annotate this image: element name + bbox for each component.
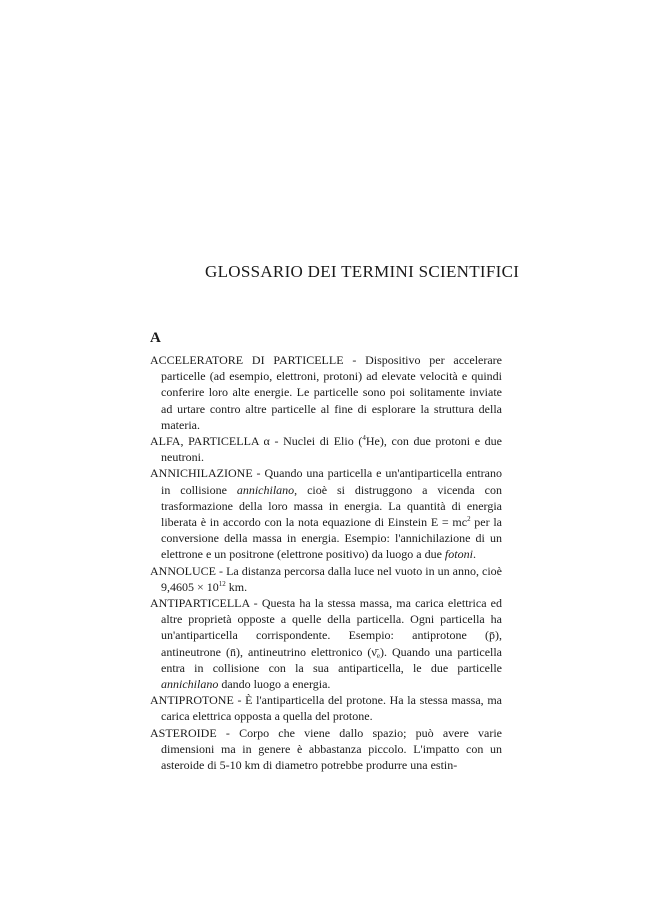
entry-separator: - [216, 725, 240, 740]
entry-definition: , cioè si distruggono a vicenda con trasformazione della loro massa in energia. La quantità di energia liberata è in accordo con la nota equazione di Einstein E = mc [161, 482, 502, 530]
entry-definition: È l'antiparticella del protone. Ha la stessa massa, ma carica elettrica opposta a quella del protone. [161, 693, 502, 724]
entry-term: ASTEROIDE [150, 725, 217, 740]
entry-definition: La distanza percorsa dalla luce nel vuoto in un anno, cioè 9,4605 × 10 [161, 563, 503, 594]
entry-term: ALFA, PARTICELLA α [150, 434, 270, 449]
entry-definition: Questa ha la stessa massa, ma carica elettrica ed altre proprietà opposte a quelle della particella. Ogni particella ha un'antiparticella corrispondente. Esempio: antiprotone (p̄), antineutrone (n̄), antineutrino elettronico (ν̄ [161, 596, 503, 659]
glossary-entry [150, 352, 502, 433]
section-letter: A [150, 330, 161, 346]
entry-term: ACCELERATORE DI PARTICELLE [150, 353, 344, 367]
entry-definition: Quando una particella e un'antiparticella entrano in collisione [161, 466, 502, 497]
entry-definition: dando luogo a energia. [218, 677, 331, 692]
entry-definition: ). Quando una particella entra in collisione con la sua antiparticella, le due particelle [161, 644, 503, 675]
entry-definition: per la conversione della massa in energia. Esempio: l'annichilazione di un elettrone e un positrone (elettrone positivo) da luogo a due [161, 515, 503, 562]
glossary-entry [150, 725, 502, 774]
entry-separator: - [249, 596, 262, 611]
glossary-entry [150, 563, 502, 595]
entry-definition: km. [225, 579, 248, 594]
entry-separator: - [233, 693, 246, 708]
entry-definition: . [472, 547, 476, 562]
superscript: 12 [218, 579, 226, 588]
glossary-entry [150, 692, 502, 724]
entry-separator: - [216, 563, 227, 578]
italic-term: annichilano [236, 482, 295, 497]
entry-term: ANNOLUCE [150, 563, 216, 578]
glossary-entry [150, 595, 502, 692]
page-title-text: GLOSSARIO DEI TERMINI SCIENTIFICI [205, 262, 520, 281]
entry-definition: Dispositivo per accelerare particelle (ad esempio, elettroni, protoni) ad elevate velocità e quindi conferire loro alte energie. Le particelle sono poi solitamente inviate ad urtare contro altre particelle al fine di esplorare la struttura della materia. [161, 353, 503, 432]
entry-separator: - [343, 353, 366, 367]
entry-term: ANTIPROTONE [150, 693, 234, 708]
glossary-list [150, 352, 502, 773]
entry-separator: - [269, 434, 284, 449]
entry-term: ANNICHILAZIONE [150, 466, 253, 481]
entry-definition: He), con due protoni e due neutroni. [161, 434, 503, 465]
italic-term: fotoni [444, 547, 473, 562]
entry-definition: Nuclei di Elio ( [283, 434, 363, 449]
entry-term: ANTIPARTICELLA [150, 596, 250, 611]
glossary-entry [150, 433, 502, 465]
glossary-entry [150, 465, 502, 562]
entry-definition: Corpo che viene dallo spazio; può avere varie dimensioni ma in genere è abbastanza piccolo. L'impatto con un asteroide di 5-10 km di diametro potrebbe produrre una estin- [161, 725, 502, 773]
superscript: 4 [362, 434, 366, 443]
subscript: e [376, 651, 380, 660]
page-title [205, 262, 520, 282]
superscript: 2 [467, 515, 471, 524]
entry-separator: - [252, 466, 265, 481]
italic-term: annichilano [161, 677, 219, 692]
